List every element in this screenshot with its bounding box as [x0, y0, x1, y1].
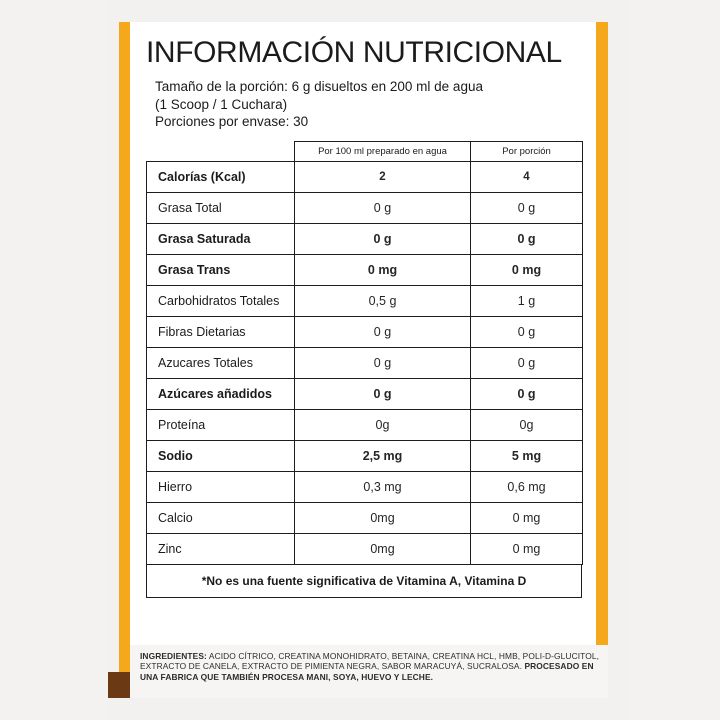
row-value-per-portion: 0 g [471, 378, 583, 409]
row-value-per-portion: 0 mg [471, 533, 583, 564]
row-value-per-portion: 0 g [471, 316, 583, 347]
row-label: Azúcares añadidos [147, 378, 295, 409]
row-label: Proteína [147, 409, 295, 440]
ingredients-block [130, 645, 608, 698]
table-row [147, 223, 583, 254]
row-label: Grasa Saturada [147, 223, 295, 254]
table-row [147, 254, 583, 285]
row-value-per-100ml: 0,3 mg [295, 471, 471, 502]
row-label: Azucares Totales [147, 347, 295, 378]
row-value-per-100ml: 2,5 mg [295, 440, 471, 471]
row-value-per-100ml: 0 g [295, 347, 471, 378]
serving-info [155, 78, 582, 131]
row-value-per-portion: 1 g [471, 285, 583, 316]
row-value-per-portion: 5 mg [471, 440, 583, 471]
row-value-per-100ml: 0 g [295, 316, 471, 347]
footnote: *No es una fuente significativa de Vitamina A, Vitamina D [146, 565, 582, 598]
row-value-per-portion: 0 mg [471, 502, 583, 533]
row-label: Grasa Trans [147, 254, 295, 285]
row-value-per-portion: 0 g [471, 347, 583, 378]
table-row [147, 316, 583, 347]
servings-per-container-line: Porciones por envase: 30 [155, 114, 309, 129]
table-row [147, 347, 583, 378]
row-label: Zinc [147, 533, 295, 564]
row-value-per-portion: 0 g [471, 192, 583, 223]
ingredients-prefix: INGREDIENTES: [140, 651, 207, 661]
nutrition-table [146, 141, 583, 565]
brown-edge-strip [108, 672, 130, 698]
row-value-per-100ml: 0,5 g [295, 285, 471, 316]
accent-bar-right [596, 22, 608, 698]
row-value-per-portion: 0,6 mg [471, 471, 583, 502]
row-value-per-100ml: 0g [295, 409, 471, 440]
column-header-per-portion: Por porción [471, 141, 583, 161]
row-value-per-100ml: 2 [295, 161, 471, 192]
row-value-per-portion: 0g [471, 409, 583, 440]
row-value-per-100ml: 0mg [295, 533, 471, 564]
page-left-gutter [0, 0, 108, 720]
row-label: Calcio [147, 502, 295, 533]
row-value-per-100ml: 0 g [295, 223, 471, 254]
table-row [147, 192, 583, 223]
row-label: Sodio [147, 440, 295, 471]
table-row [147, 533, 583, 564]
row-value-per-portion: 4 [471, 161, 583, 192]
row-label: Hierro [147, 471, 295, 502]
table-row [147, 502, 583, 533]
table-row [147, 471, 583, 502]
row-label: Grasa Total [147, 192, 295, 223]
nutrition-panel [130, 22, 596, 698]
row-value-per-100ml: 0 mg [295, 254, 471, 285]
page-title: INFORMACIÓN NUTRICIONAL [146, 36, 562, 69]
serving-size-line: Tamaño de la porción: 6 g disueltos en 200 ml de agua [155, 79, 483, 94]
column-header-name [147, 141, 295, 161]
accent-bar-left [119, 22, 130, 698]
row-label: Carbohidratos Totales [147, 285, 295, 316]
ingredients-warning: PROCESADO EN UNA FABRICA QUE TAMBIÉN PROCESA MANI, SOYA, HUEVO Y LECHE. [140, 661, 594, 682]
serving-scoop-line: (1 Scoop / 1 Cuchara) [155, 96, 288, 112]
table-row [147, 285, 583, 316]
row-value-per-portion: 0 mg [471, 254, 583, 285]
ingredients-body: ACIDO CÍTRICO, CREATINA MONOHIDRATO, BETAINA, CREATINA HCL, HMB, POLI-D-GLUCITOL, EXTRACTO DE CANELA, EXTRACTO DE PIMIENTA NEGRA, SABOR MARACUYÁ, SUCRALOSA. [140, 651, 600, 672]
table-header-row [147, 141, 583, 161]
row-value-per-100ml: 0 g [295, 378, 471, 409]
row-value-per-100ml: 0 g [295, 192, 471, 223]
table-row [147, 378, 583, 409]
table-row [147, 409, 583, 440]
table-row [147, 440, 583, 471]
table-row [147, 161, 583, 192]
column-header-per-100ml: Por 100 ml preparado en agua [295, 141, 471, 161]
page-right-gutter [628, 0, 720, 720]
row-value-per-100ml: 0mg [295, 502, 471, 533]
row-value-per-portion: 0 g [471, 223, 583, 254]
row-label: Fibras Dietarias [147, 316, 295, 347]
row-label: Calorías (Kcal) [147, 161, 295, 192]
